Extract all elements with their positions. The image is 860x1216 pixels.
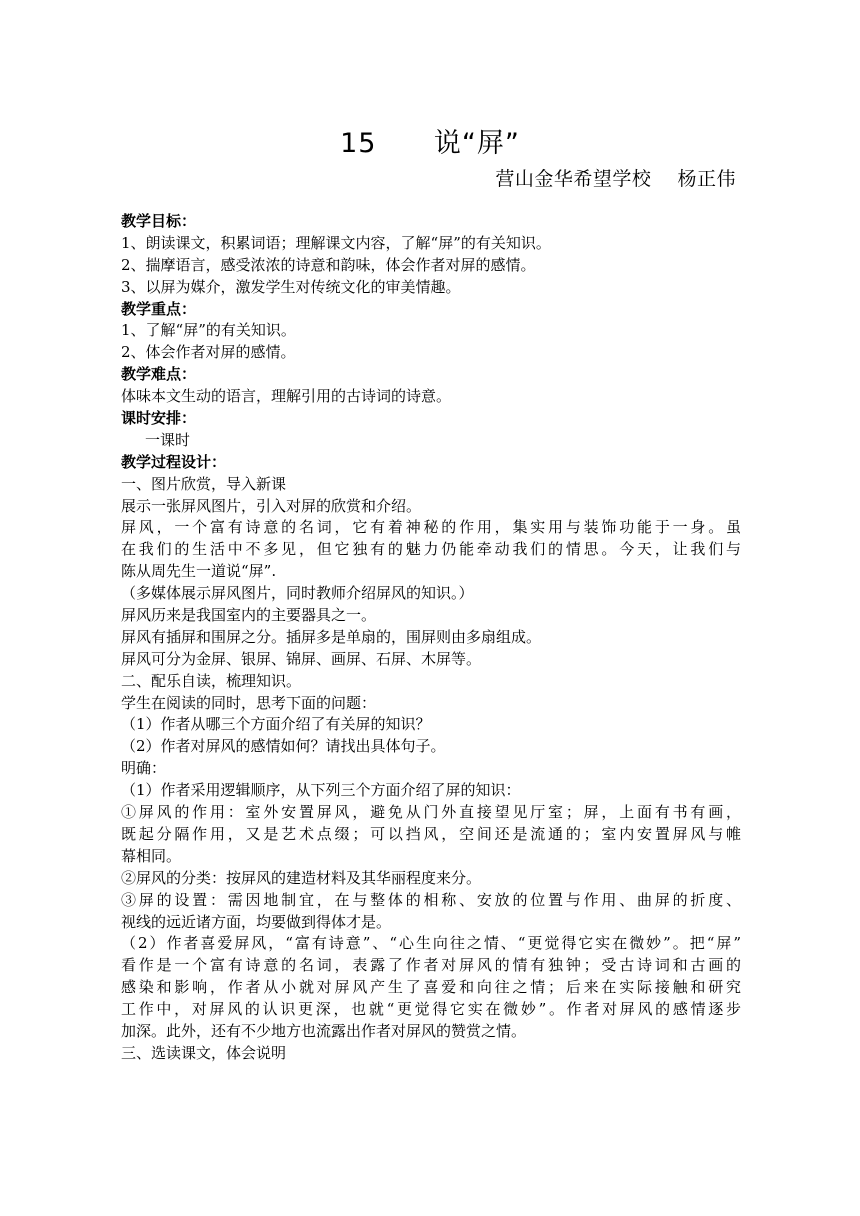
text-line: 展示一张屏风图片，引入对屏的欣赏和介绍。 — [121, 496, 422, 515]
text-line: 视线的远近诸方面，均要做到得体才是。 — [121, 912, 392, 931]
page-title: 15 说“屏” — [340, 128, 520, 159]
text-line: 一、图片欣赏，导入新课 — [121, 474, 287, 493]
text-line: 2、揣摩语言，感受浓浓的诗意和韵味，体会作者对屏的感情。 — [121, 255, 536, 274]
text-line: 二、配乐自读，梳理知识。 — [121, 671, 302, 690]
section-heading: 教学过程设计： — [121, 452, 227, 471]
text-line: 屏风历来是我国室内的主要器具之一。 — [121, 606, 377, 625]
text-line: ①屏风的作用：室外安置屏风，避免从门外直接望见厅室；屏，上面有书有画， — [121, 803, 741, 822]
text-line: 在我们的生活中不多见，但它独有的魅力仍能牵动我们的情思。今天，让我们与 — [121, 540, 741, 559]
text-line: ③屏的设置：需因地制宜，在与整体的相称、安放的位置与作用、曲屏的折度、 — [121, 890, 741, 909]
text-line: （1）作者从哪三个方面介绍了有关屏的知识？ — [121, 715, 431, 734]
text-line: 明确： — [121, 759, 167, 778]
text-line: 既起分隔作用，又是艺术点缀；可以挡风，空间还是流通的；室内安置屏风与帷 — [121, 824, 741, 843]
text-line: 体味本文生动的语言，理解引用的古诗词的诗意。 — [121, 387, 452, 406]
text-line: 2、体会作者对屏的感情。 — [121, 343, 296, 362]
text-line: 感染和影响，作者从小就对屏风产生了喜爱和向往之情；后来在实际接触和研究 — [121, 978, 741, 997]
text-line: （多媒体展示屏风图片，同时教师介绍屏风的知识。） — [121, 584, 474, 603]
text-line: 三、选读课文，体会说明 — [121, 1043, 287, 1062]
section-heading: 课时安排： — [121, 409, 197, 428]
text-line: 看作是一个富有诗意的名词，表露了作者对屏风的情有独钟；受古诗词和古画的 — [121, 956, 741, 975]
text-line: 学生在阅读的同时，思考下面的问题： — [121, 693, 377, 712]
text-line: 屏风有插屏和围屏之分。插屏多是单扇的，围屏则由多扇组成。 — [121, 627, 542, 646]
text-line: （1）作者采用逻辑顺序，从下列三个方面介绍了屏的知识： — [121, 781, 521, 800]
author-line: 营山金华希望学校 杨正伟 — [495, 168, 736, 190]
text-line: 工作中，对屏风的认识更深，也就“更觉得它实在微妙”。作者对屏风的感情逐步 — [121, 1000, 741, 1019]
text-line: 1、了解“屏”的有关知识。 — [121, 321, 296, 340]
text-line: 屏风，一个富有诗意的名词，它有着神秘的作用，集实用与装饰功能于一身。虽 — [121, 518, 741, 537]
text-line: 陈从周先生一道说“屏”. — [121, 562, 277, 581]
document-body — [121, 211, 741, 1065]
text-line: 加深。此外，还有不少地方也流露出作者对屏风的赞赏之情。 — [121, 1021, 527, 1040]
text-line: 幕相同。 — [121, 846, 182, 865]
text-line: （2）作者喜爱屏风，“富有诗意”、“心生向往之情、“更觉得它实在微妙”。把“屏” — [121, 934, 741, 953]
text-line: 屏风可分为金屏、银屏、锦屏、画屏、石屏、木屏等。 — [121, 649, 482, 668]
text-line: 1、朗读课文，积累词语；理解课文内容，了解“屏”的有关知识。 — [121, 233, 551, 252]
text-line: 一课时 — [145, 430, 191, 449]
text-line: ②屏风的分类：按屏风的建造材料及其华丽程度来分。 — [121, 868, 482, 887]
section-heading: 教学难点： — [121, 365, 197, 384]
section-heading: 教学重点： — [121, 299, 197, 318]
text-line: （2）作者对屏风的感情如何？请找出具体句子。 — [121, 737, 446, 756]
section-heading: 教学目标： — [121, 212, 197, 230]
text-line: 3、以屏为媒介，激发学生对传统文化的审美情趣。 — [121, 277, 461, 296]
